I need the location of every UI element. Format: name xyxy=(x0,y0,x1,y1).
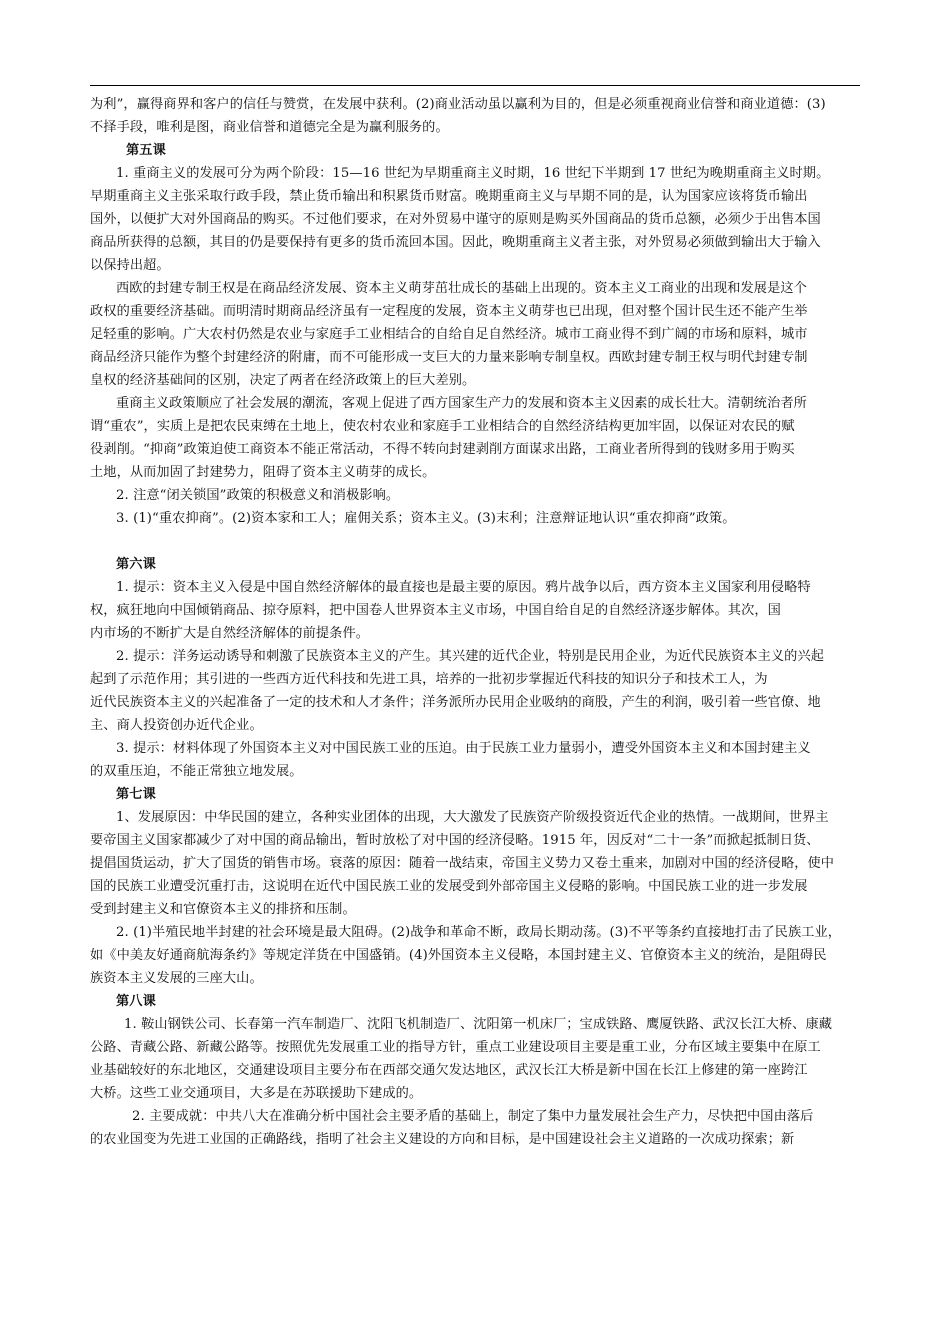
text-line: 的双重压迫，不能正常独立地发展。 xyxy=(90,764,303,779)
text-line: 早期重商主义主张采取行政手段，禁止货币输出和积累货币财富。晚期重商主义与早期不同的是，认为国家应该将货币输出 xyxy=(90,189,808,204)
text-line: 2. 主要成就：中共八大在准确分析中国社会主要矛盾的基础上，制定了集中力量发展社会生产力，尽快把中国由落后 xyxy=(132,1109,814,1124)
text-line: 如《中美友好通商航海条约》等规定洋货在中国盛销。(4)外国资本主义侵略，本国封建主义、官僚资本主义的统治，是阻碍民 xyxy=(90,948,827,963)
text-line: 近代民族资本主义的兴起准备了一定的技术和人才条件；洋务派所办民用企业吸纳的商股，产生的利润，吸引着一些官僚、地 xyxy=(90,695,821,710)
text-line: 内市场的不断扩大是自然经济解体的前提条件。 xyxy=(90,626,370,641)
text-line: 主、商人投资创办近代企业。 xyxy=(90,718,263,733)
text-line: 3. (1)“重农抑商”。(2)资本家和工人；雇佣关系；资本主义。(3)末利；注意辩证地认识“重农抑商”政策。 xyxy=(116,511,736,526)
section-heading: 第五课 xyxy=(126,143,166,158)
paragraph xyxy=(90,806,860,921)
text-line: 不择手段，唯利是图，商业信誉和道德完全是为赢利服务的。 xyxy=(90,120,449,135)
section-heading: 第八课 xyxy=(116,994,156,1009)
text-line: 2. 提示：洋务运动诱导和刺激了民族资本主义的产生。其兴建的近代企业，特别是民用企业，为近代民族资本主义的兴起 xyxy=(116,649,825,664)
text-line: 受到封建主义和官僚资本主义的排挤和压制。 xyxy=(90,902,356,917)
text-line: 业基础较好的东北地区，交通建设项目主要分布在西部交通欠发达地区，武汉长江大桥是新中国在长江上修建的第一座跨江 xyxy=(90,1063,808,1078)
paragraph xyxy=(90,1105,860,1151)
section-heading: 第六课 xyxy=(116,557,156,572)
text-line: 为利”，赢得商界和客户的信任与赞赏，在发展中获利。(2)商业活动虽以赢利为目的，但是必须重视商业信誉和商业道德：(3) xyxy=(90,97,826,112)
paragraph xyxy=(90,507,860,530)
paragraph xyxy=(90,645,860,737)
text-line: 起到了示范作用；其引进的一些西方近代科技和先进工具，培养的一批初步掌握近代科技的知识分子和技术工人，为 xyxy=(90,672,768,687)
text-line: 西欧的封建专制王权是在商品经济发展、资本主义萌芽茁壮成长的基础上出现的。资本主义工商业的出现和发展是这个 xyxy=(116,281,807,296)
document-body xyxy=(90,93,860,1151)
paragraph xyxy=(90,93,860,139)
text-line: 重商主义政策顺应了社会发展的潮流，客观上促进了西方国家生产力的发展和资本主义因素的成长壮大。清朝统治者所 xyxy=(116,396,807,411)
text-line: 役剥削。“抑商”政策迫使工商资本不能正常活动，不得不转向封建剥削方面谋求出路，工商业者所得到的钱财多用于购买 xyxy=(90,442,795,457)
text-line: 皇权的经济基础间的区别，决定了两者在经济政策上的巨大差别。 xyxy=(90,373,476,388)
text-line: 的农业国变为先进工业国的正确路线，指明了社会主义建设的方向和目标，是中国建设社会主义道路的一次成功探索；新 xyxy=(90,1132,795,1147)
text-line: 要帝国主义国家都减少了对中国的商品输出，暂时放松了对中国的经济侵略。1915 年，因反对“二十一条”而掀起抵制日货、 xyxy=(90,833,820,848)
text-line: 1. 重商主义的发展可分为两个阶段：15—16 世纪为早期重商主义时期，16 世纪下半期到 17 世纪为晚期重商主义时期。 xyxy=(116,166,830,181)
text-line: 1、发展原因：中华民国的建立，各种实业团体的出现，大大激发了民族资产阶级投资近代企业的热情。一战期间，世界主 xyxy=(116,810,829,825)
text-line: 国外，以便扩大对外国商品的购买。不过他们要求，在对外贸易中谨守的原则是购买外国商品的货币总额，必须少于出售本国 xyxy=(90,212,821,227)
text-line: 公路、青藏公路、新藏公路等。按照优先发展重工业的指导方针，重点工业建设项目主要是重工业，分布区域主要集中在原工 xyxy=(90,1040,821,1055)
paragraph xyxy=(90,737,860,783)
text-line: 族资本主义发展的三座大山。 xyxy=(90,971,263,986)
text-line: 国的民族工业遭受沉重打击，这说明在近代中国民族工业的发展受到外部帝国主义侵略的影响。中国民族工业的进一步发展 xyxy=(90,879,808,894)
paragraph xyxy=(90,392,860,484)
text-line: 以保持出超。 xyxy=(90,258,170,273)
text-line: 商品经济只能作为整个封建经济的附庸，而不可能形成一支巨大的力量来影响专制皇权。西欧封建专制王权与明代封建专制 xyxy=(90,350,808,365)
paragraph xyxy=(90,921,860,990)
blank-line xyxy=(90,530,860,553)
header-rule xyxy=(90,85,860,86)
text-line: 提倡国货运动，扩大了国货的销售市场。衰落的原因：随着一战结束，帝国主义势力又卷土重来，加剧对中国的经济侵略，使中 xyxy=(90,856,835,871)
text-line: 2. (1)半殖民地半封建的社会环境是最大阻碍。(2)战争和革命不断，政局长期动荡。(3)不平等条约直接地打击了民族工业， xyxy=(116,925,842,940)
text-line: 政权的重要经济基础。而明清时期商品经济虽有一定程度的发展，资本主义萌芽也已出现，但对整个国计民生还不能产生举 xyxy=(90,304,808,319)
text-line: 商品所获得的总额，其目的仍是要保持有更多的货币流回本国。因此，晚期重商主义者主张，对外贸易必须做到输出大于输入 xyxy=(90,235,821,250)
text-line: 足轻重的影响。广大农村仍然是农业与家庭手工业相结合的自给自足自然经济。城市工商业得不到广阔的市场和原料，城市 xyxy=(90,327,808,342)
text-line: 大桥。这些工业交通项目，大多是在苏联援助下建成的。 xyxy=(90,1086,423,1101)
text-line: 2. 注意“闭关锁国”政策的积极意义和消极影响。 xyxy=(116,488,400,503)
text-line: 1. 鞍山钢铁公司、长春第一汽车制造厂、沈阳飞机制造厂、沈阳第一机床厂；宝成铁路、鹰厦铁路、武汉长江大桥、康藏 xyxy=(124,1017,833,1032)
text-line: 谓“重农”，实质上是把农民束缚在土地上，使农村农业和家庭手工业相结合的自然经济结构更加牢固，以保证对农民的赋 xyxy=(90,419,795,434)
text-line: 3. 提示：材料体现了外国资本主义对中国民族工业的压迫。由于民族工业力量弱小，遭受外国资本主义和本国封建主义 xyxy=(116,741,811,756)
paragraph xyxy=(90,277,860,392)
text-line: 1. 提示：资本主义入侵是中国自然经济解体的最直接也是最主要的原因。鸦片战争以后，西方资本主义国家利用侵略特 xyxy=(116,580,811,595)
section-heading: 第七课 xyxy=(116,787,156,802)
text-line: 土地，从而加固了封建势力，阻碍了资本主义萌芽的成长。 xyxy=(90,465,436,480)
paragraph xyxy=(90,162,860,277)
paragraph xyxy=(90,1013,860,1105)
paragraph xyxy=(90,484,860,507)
paragraph xyxy=(90,576,860,645)
text-line: 权，疯狂地向中国倾销商品、掠夺原料，把中国卷人世界资本主义市场，中国自给自足的自然经济逐步解体。其次，国 xyxy=(90,603,781,618)
